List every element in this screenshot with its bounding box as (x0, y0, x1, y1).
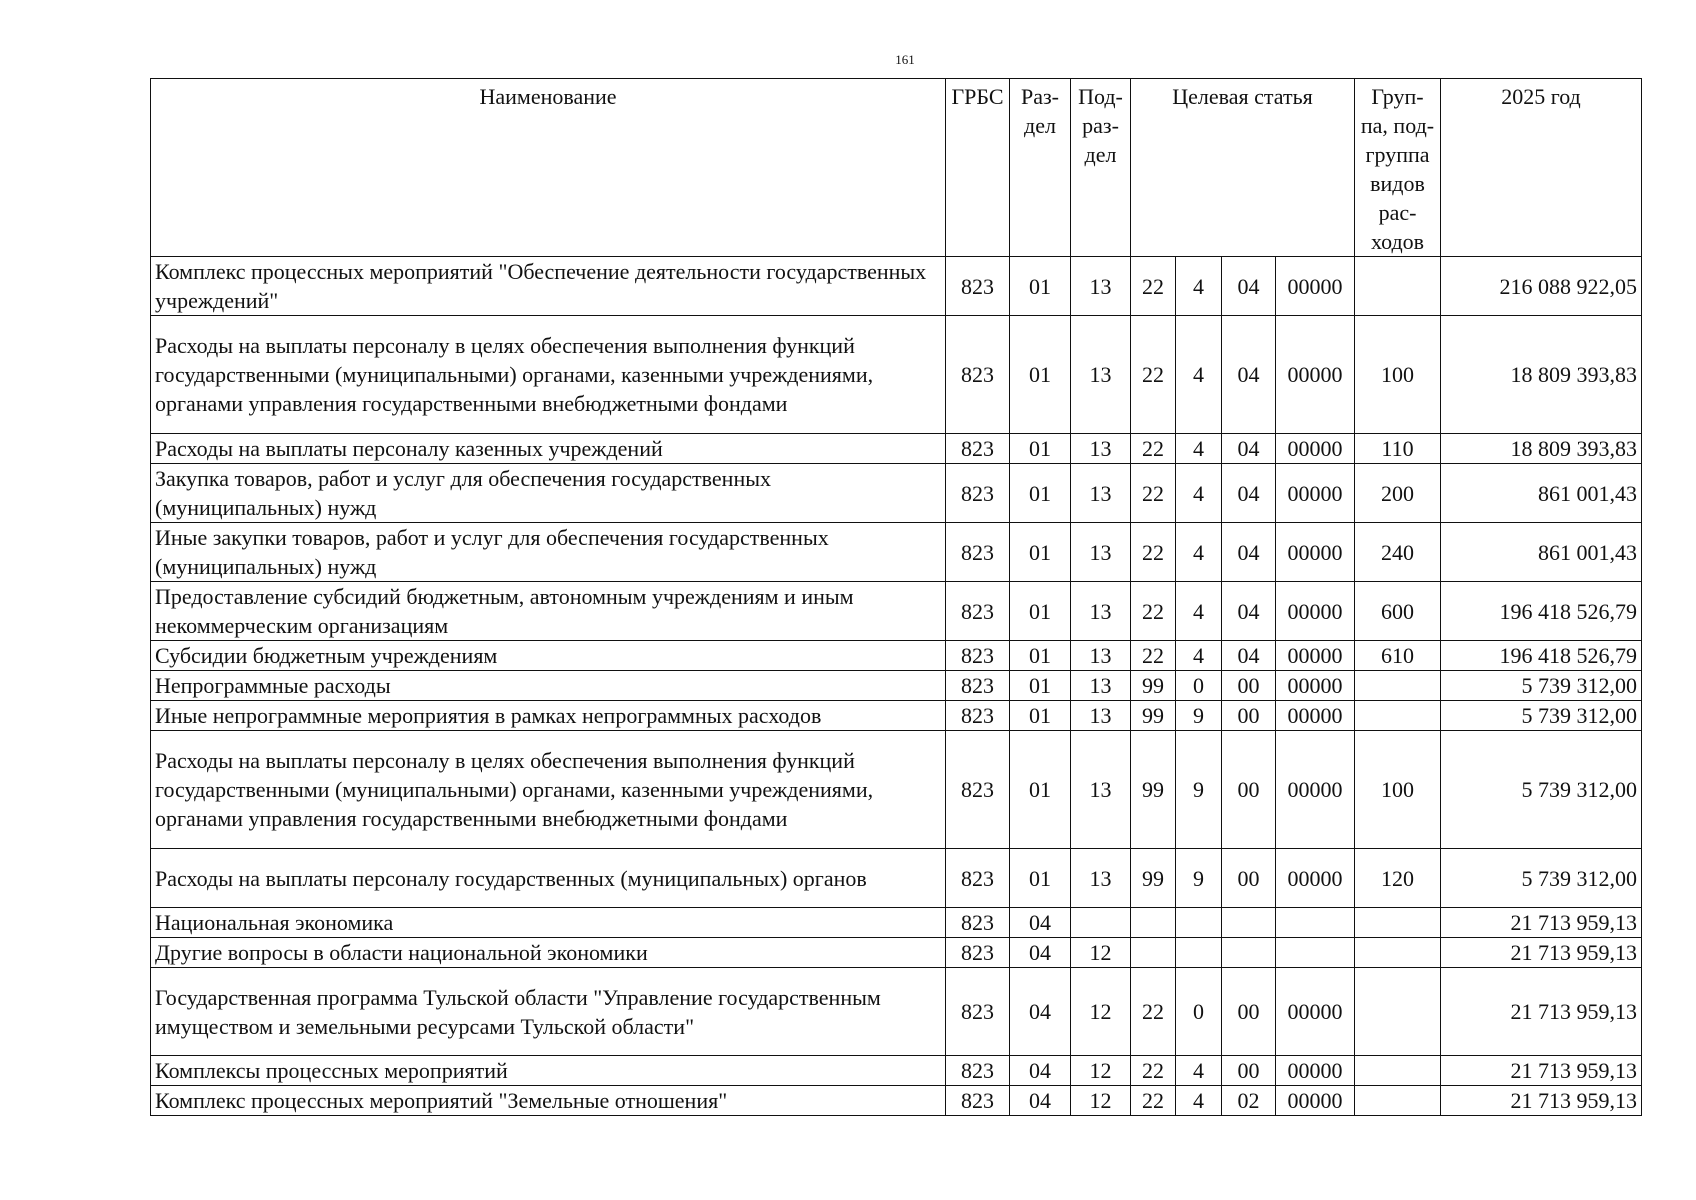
cell-expense-group: 100 (1355, 731, 1441, 849)
cell-target-1: 22 (1131, 434, 1176, 464)
cell-name: Расходы на выплаты персоналу в целях обеспечения выполнения функций государственными (муниципальными) органами, казенными учреждениями, органами управления государственными внебюджетными фондами (151, 316, 946, 434)
cell-expense-group (1355, 938, 1441, 968)
cell-name: Иные закупки товаров, работ и услуг для обеспечения государственных (муниципальных) нужд (151, 523, 946, 582)
cell-grbs: 823 (946, 1056, 1010, 1086)
table-row (151, 671, 1642, 701)
cell-target-3: 00 (1222, 731, 1276, 849)
cell-target-1: 22 (1131, 641, 1176, 671)
cell-podrazdel: 13 (1071, 641, 1131, 671)
cell-razdel: 01 (1010, 316, 1071, 434)
cell-razdel: 04 (1010, 968, 1071, 1056)
cell-amount: 21 713 959,13 (1441, 968, 1642, 1056)
header-podrazdel: Под- раз- дел (1071, 79, 1131, 257)
cell-target-2: 4 (1176, 464, 1222, 523)
cell-target-3: 00 (1222, 1056, 1276, 1086)
cell-grbs: 823 (946, 582, 1010, 641)
cell-name: Расходы на выплаты персоналу в целях обеспечения выполнения функций государственными (муниципальными) органами, казенными учреждениями, органами управления государственными внебюджетными фондами (151, 731, 946, 849)
table-row (151, 731, 1642, 849)
cell-grbs: 823 (946, 908, 1010, 938)
table-row (151, 1086, 1642, 1116)
table-row (151, 464, 1642, 523)
cell-name: Комплекс процессных мероприятий "Обеспечение деятельности государственных учреждений" (151, 257, 946, 316)
cell-target-2 (1176, 938, 1222, 968)
cell-expense-group (1355, 908, 1441, 938)
cell-name: Комплексы процессных мероприятий (151, 1056, 946, 1086)
table-row (151, 968, 1642, 1056)
cell-target-1 (1131, 908, 1176, 938)
cell-name: Государственная программа Тульской области "Управление государственным имуществом и земельными ресурсами Тульской области" (151, 968, 946, 1056)
cell-target-3: 00 (1222, 701, 1276, 731)
cell-expense-group (1355, 257, 1441, 316)
cell-expense-group: 600 (1355, 582, 1441, 641)
cell-target-1: 99 (1131, 701, 1176, 731)
cell-razdel: 01 (1010, 582, 1071, 641)
header-razdel: Раз- дел (1010, 79, 1071, 257)
cell-target-3 (1222, 908, 1276, 938)
cell-target-3: 00 (1222, 849, 1276, 908)
table-row (151, 316, 1642, 434)
cell-target-3: 04 (1222, 641, 1276, 671)
table-row (151, 701, 1642, 731)
cell-target-2: 4 (1176, 1086, 1222, 1116)
cell-podrazdel: 13 (1071, 316, 1131, 434)
cell-target-2: 0 (1176, 671, 1222, 701)
cell-target-1: 22 (1131, 582, 1176, 641)
cell-grbs: 823 (946, 641, 1010, 671)
cell-target-1 (1131, 938, 1176, 968)
cell-target-3: 04 (1222, 257, 1276, 316)
cell-target-3: 00 (1222, 968, 1276, 1056)
cell-target-2: 9 (1176, 849, 1222, 908)
cell-expense-group (1355, 671, 1441, 701)
cell-amount: 21 713 959,13 (1441, 908, 1642, 938)
header-grbs: ГРБС (946, 79, 1010, 257)
header-name: Наименование (151, 79, 946, 257)
table-row (151, 641, 1642, 671)
cell-expense-group: 240 (1355, 523, 1441, 582)
cell-target-4: 00000 (1276, 582, 1355, 641)
cell-target-2: 4 (1176, 641, 1222, 671)
cell-amount: 196 418 526,79 (1441, 641, 1642, 671)
cell-amount: 18 809 393,83 (1441, 434, 1642, 464)
cell-target-1: 22 (1131, 316, 1176, 434)
cell-name: Комплекс процессных мероприятий "Земельные отношения" (151, 1086, 946, 1116)
cell-target-4: 00000 (1276, 1056, 1355, 1086)
cell-target-4: 00000 (1276, 464, 1355, 523)
cell-razdel: 01 (1010, 523, 1071, 582)
header-row (151, 79, 1642, 257)
cell-podrazdel: 13 (1071, 434, 1131, 464)
cell-name: Иные непрограммные мероприятия в рамках непрограммных расходов (151, 701, 946, 731)
cell-expense-group: 110 (1355, 434, 1441, 464)
cell-podrazdel: 13 (1071, 701, 1131, 731)
cell-target-2: 4 (1176, 257, 1222, 316)
table-row (151, 1056, 1642, 1086)
cell-expense-group (1355, 701, 1441, 731)
cell-razdel: 01 (1010, 464, 1071, 523)
cell-expense-group: 610 (1355, 641, 1441, 671)
cell-expense-group (1355, 968, 1441, 1056)
cell-target-1: 22 (1131, 257, 1176, 316)
cell-razdel: 04 (1010, 938, 1071, 968)
cell-podrazdel (1071, 908, 1131, 938)
cell-target-4 (1276, 938, 1355, 968)
cell-podrazdel: 12 (1071, 938, 1131, 968)
cell-amount: 861 001,43 (1441, 523, 1642, 582)
cell-razdel: 04 (1010, 1056, 1071, 1086)
cell-target-3: 04 (1222, 464, 1276, 523)
cell-razdel: 01 (1010, 641, 1071, 671)
table-row (151, 434, 1642, 464)
cell-name: Закупка товаров, работ и услуг для обеспечения государственных (муниципальных) нужд (151, 464, 946, 523)
table-row (151, 908, 1642, 938)
cell-grbs: 823 (946, 523, 1010, 582)
table-row (151, 582, 1642, 641)
cell-target-2: 9 (1176, 731, 1222, 849)
cell-amount: 21 713 959,13 (1441, 1086, 1642, 1116)
cell-grbs: 823 (946, 257, 1010, 316)
cell-podrazdel: 13 (1071, 582, 1131, 641)
cell-expense-group (1355, 1056, 1441, 1086)
cell-amount: 196 418 526,79 (1441, 582, 1642, 641)
cell-target-4: 00000 (1276, 641, 1355, 671)
cell-grbs: 823 (946, 464, 1010, 523)
cell-razdel: 01 (1010, 257, 1071, 316)
table-row (151, 257, 1642, 316)
cell-target-1: 99 (1131, 731, 1176, 849)
cell-expense-group: 120 (1355, 849, 1441, 908)
cell-target-4: 00000 (1276, 671, 1355, 701)
cell-grbs: 823 (946, 1086, 1010, 1116)
cell-target-3: 02 (1222, 1086, 1276, 1116)
cell-target-3: 04 (1222, 582, 1276, 641)
cell-target-2: 4 (1176, 316, 1222, 434)
cell-target-3: 04 (1222, 316, 1276, 434)
cell-target-1: 99 (1131, 671, 1176, 701)
cell-amount: 21 713 959,13 (1441, 938, 1642, 968)
header-year: 2025 год (1441, 79, 1642, 257)
cell-name: Расходы на выплаты персоналу государственных (муниципальных) органов (151, 849, 946, 908)
cell-grbs: 823 (946, 938, 1010, 968)
cell-grbs: 823 (946, 316, 1010, 434)
cell-expense-group: 100 (1355, 316, 1441, 434)
budget-table (150, 78, 1642, 1116)
cell-razdel: 01 (1010, 849, 1071, 908)
cell-name: Предоставление субсидий бюджетным, автономным учреждениям и иным некоммерческим организациям (151, 582, 946, 641)
cell-grbs: 823 (946, 731, 1010, 849)
cell-grbs: 823 (946, 849, 1010, 908)
cell-podrazdel: 12 (1071, 968, 1131, 1056)
cell-target-3: 04 (1222, 523, 1276, 582)
cell-name: Расходы на выплаты персоналу казенных учреждений (151, 434, 946, 464)
cell-podrazdel: 13 (1071, 464, 1131, 523)
cell-razdel: 01 (1010, 731, 1071, 849)
cell-target-2: 4 (1176, 434, 1222, 464)
cell-grbs: 823 (946, 968, 1010, 1056)
cell-target-1: 22 (1131, 1086, 1176, 1116)
cell-target-1: 22 (1131, 464, 1176, 523)
cell-razdel: 01 (1010, 671, 1071, 701)
cell-target-4 (1276, 908, 1355, 938)
cell-amount: 5 739 312,00 (1441, 731, 1642, 849)
cell-target-3: 04 (1222, 434, 1276, 464)
page-number: 161 (895, 52, 915, 67)
cell-podrazdel: 13 (1071, 257, 1131, 316)
cell-podrazdel: 13 (1071, 849, 1131, 908)
header-expense-group: Груп- па, под- группа видов рас- ходов (1355, 79, 1441, 257)
cell-target-2: 4 (1176, 1056, 1222, 1086)
cell-amount: 5 739 312,00 (1441, 849, 1642, 908)
cell-target-2 (1176, 908, 1222, 938)
cell-target-2: 9 (1176, 701, 1222, 731)
cell-expense-group: 200 (1355, 464, 1441, 523)
table-row (151, 849, 1642, 908)
cell-target-2: 4 (1176, 523, 1222, 582)
cell-amount: 861 001,43 (1441, 464, 1642, 523)
cell-name: Национальная экономика (151, 908, 946, 938)
cell-target-4: 00000 (1276, 968, 1355, 1056)
cell-podrazdel: 12 (1071, 1056, 1131, 1086)
cell-target-4: 00000 (1276, 316, 1355, 434)
cell-target-1: 22 (1131, 968, 1176, 1056)
cell-target-4: 00000 (1276, 849, 1355, 908)
cell-amount: 216 088 922,05 (1441, 257, 1642, 316)
cell-grbs: 823 (946, 701, 1010, 731)
cell-target-4: 00000 (1276, 434, 1355, 464)
cell-razdel: 04 (1010, 1086, 1071, 1116)
cell-podrazdel: 13 (1071, 731, 1131, 849)
cell-target-4: 00000 (1276, 1086, 1355, 1116)
cell-target-3: 00 (1222, 671, 1276, 701)
header-target-article: Целевая статья (1131, 79, 1355, 257)
cell-podrazdel: 13 (1071, 671, 1131, 701)
cell-podrazdel: 13 (1071, 523, 1131, 582)
cell-amount: 21 713 959,13 (1441, 1056, 1642, 1086)
cell-razdel: 01 (1010, 701, 1071, 731)
cell-name: Непрограммные расходы (151, 671, 946, 701)
cell-razdel: 01 (1010, 434, 1071, 464)
cell-name: Другие вопросы в области национальной экономики (151, 938, 946, 968)
cell-podrazdel: 12 (1071, 1086, 1131, 1116)
cell-target-3 (1222, 938, 1276, 968)
cell-target-1: 22 (1131, 523, 1176, 582)
cell-target-1: 22 (1131, 1056, 1176, 1086)
cell-target-1: 99 (1131, 849, 1176, 908)
cell-grbs: 823 (946, 434, 1010, 464)
cell-target-4: 00000 (1276, 731, 1355, 849)
table-row (151, 938, 1642, 968)
cell-razdel: 04 (1010, 908, 1071, 938)
cell-target-2: 4 (1176, 582, 1222, 641)
cell-grbs: 823 (946, 671, 1010, 701)
cell-amount: 5 739 312,00 (1441, 701, 1642, 731)
table-row (151, 523, 1642, 582)
cell-amount: 18 809 393,83 (1441, 316, 1642, 434)
cell-expense-group (1355, 1086, 1441, 1116)
cell-name: Субсидии бюджетным учреждениям (151, 641, 946, 671)
cell-amount: 5 739 312,00 (1441, 671, 1642, 701)
cell-target-4: 00000 (1276, 523, 1355, 582)
cell-target-4: 00000 (1276, 701, 1355, 731)
cell-target-2: 0 (1176, 968, 1222, 1056)
cell-target-4: 00000 (1276, 257, 1355, 316)
